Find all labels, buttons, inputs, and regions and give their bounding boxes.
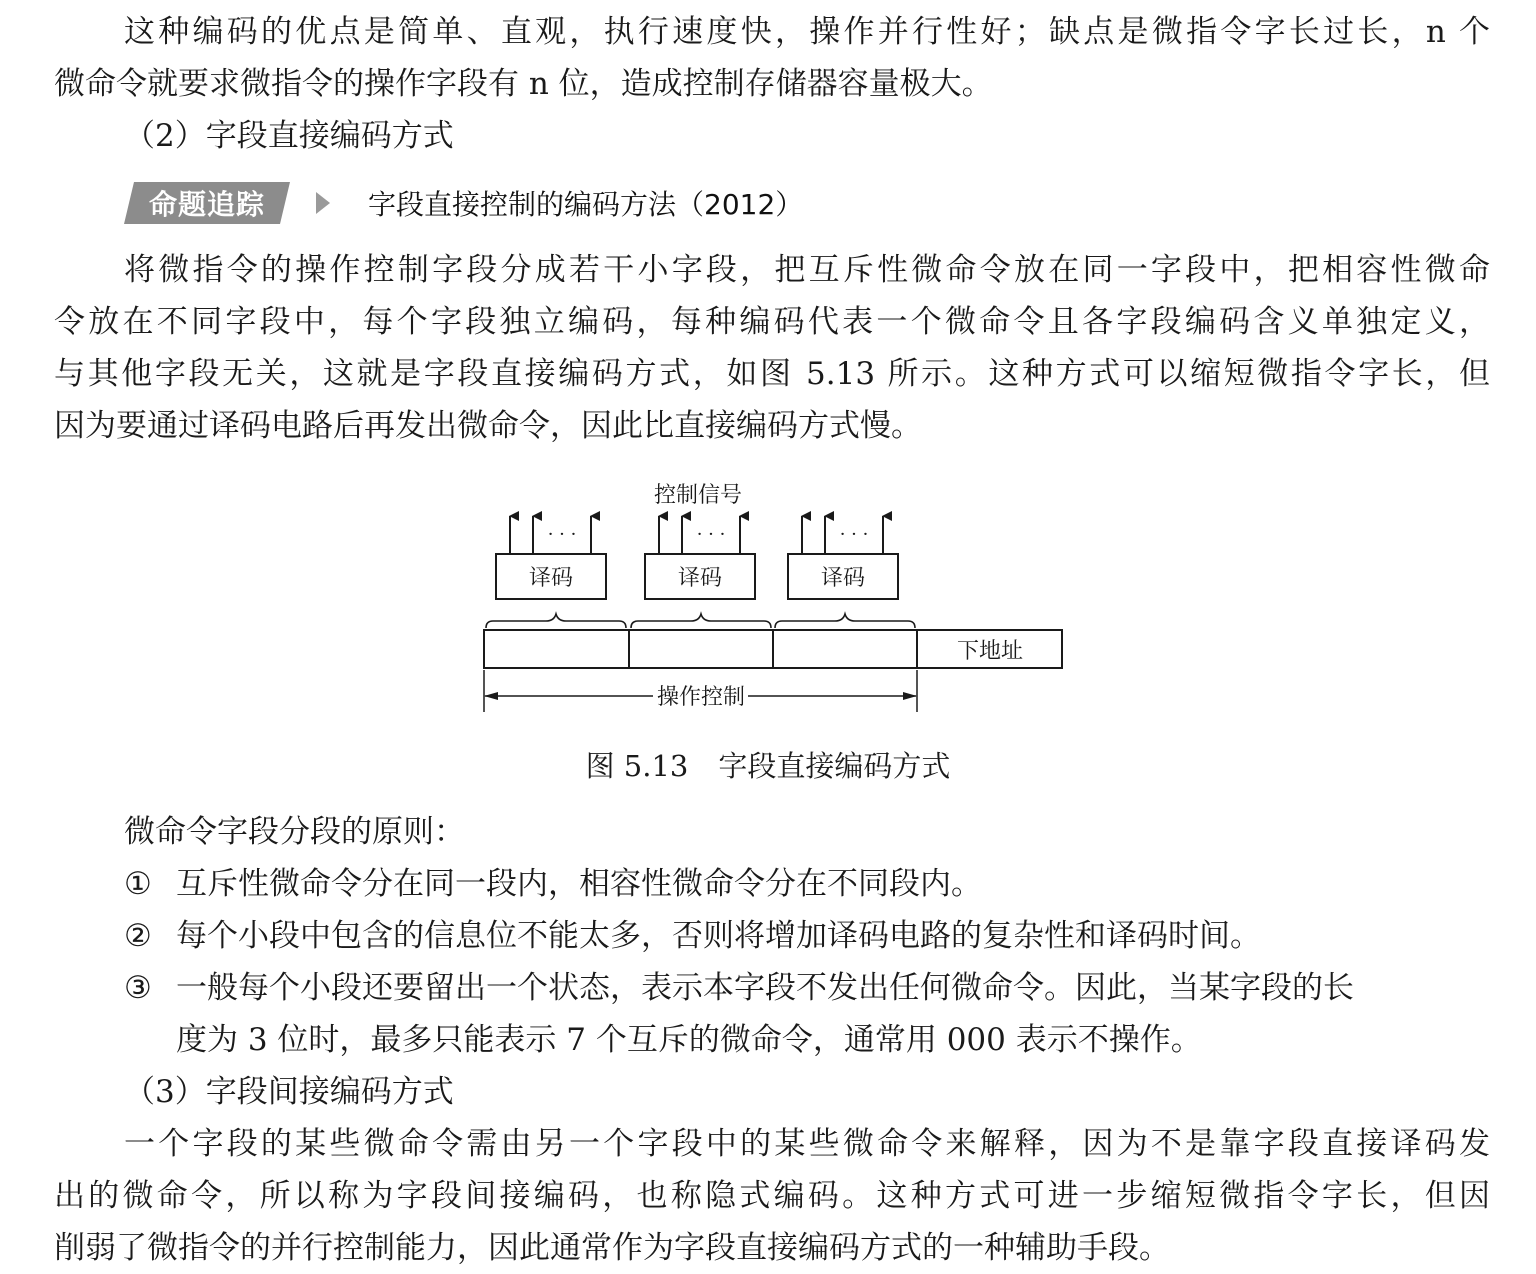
paragraph-1-line-2: 微命令就要求微指令的操作字段有 n 位，造成控制存储器容量极大。 [54, 66, 993, 102]
figure-caption [0, 742, 1536, 790]
field-braces [486, 614, 915, 628]
list-item [124, 962, 1354, 1014]
operation-control-label: 操作控制 [656, 685, 746, 710]
ellipsis-dots: · · · [839, 524, 869, 545]
list-item-number: ③ [124, 970, 152, 1006]
paragraph-3-line-2: 出的微命令，所以称为字段间接编码，也称隐式编码。这种方式可进一步缩短微指令字长，但因 [54, 1178, 1490, 1214]
decoder-group-2 [645, 516, 755, 599]
list-item [124, 910, 1261, 962]
section-heading-3: （3）字段间接编码方式 [124, 1074, 454, 1110]
paragraph-3-line-1: 一个字段的某些微命令需由另一个字段中的某些微命令来解释，因为不是靠字段直接译码发 [124, 1126, 1490, 1162]
paragraph-1-line-1: 这种编码的优点是简单、直观，执行速度快，操作并行性好；缺点是微指令字长过长，n 个 [124, 14, 1490, 50]
field-brace [775, 614, 915, 628]
ellipsis-dots: · · · [696, 524, 726, 545]
list-item-number: ② [124, 918, 152, 954]
ellipsis-dots: · · · [547, 524, 577, 545]
figure-caption-title: 字段直接编码方式 [718, 749, 951, 783]
paragraph-2-line-1: 将微指令的操作控制字段分成若干小字段，把互斥性微命令放在同一字段中，把相容性微命 [124, 252, 1490, 288]
list-item [124, 858, 982, 910]
decoder-label: 译码 [677, 566, 723, 591]
paragraph-2-line-3: 与其他字段无关，这就是字段直接编码方式，如图 5.13 所示。这种方式可以缩短微指令字长，但 [54, 356, 1490, 392]
list-item-continuation: 度为 3 位时，最多只能表示 7 个互斥的微命令，通常用 000 表示不操作。 [176, 1022, 1202, 1058]
field-brace [486, 614, 626, 628]
figure-caption-number: 图 5.13 [585, 749, 689, 783]
field-brace [631, 614, 771, 628]
decoder-label: 译码 [820, 566, 866, 591]
control-signal-label: 控制信号 [653, 483, 743, 508]
decoder-group-1 [496, 516, 606, 599]
list-item-text: 互斥性微命令分在同一段内，相容性微命令分在不同段内。 [176, 866, 982, 902]
topic-tracking-tag-label: 命题追踪 [148, 188, 265, 221]
decoder-label: 译码 [528, 566, 574, 591]
paragraph-2-line-2: 令放在不同字段中，每个字段独立编码，每种编码代表一个微命令且各字段编码含义单独定义， [54, 304, 1490, 340]
decoder-group-3 [788, 516, 898, 599]
principles-intro: 微命令字段分段的原则： [124, 814, 465, 850]
topic-tracking-tag [124, 182, 290, 224]
next-address-label: 下地址 [956, 639, 1024, 664]
paragraph-3-line-3: 削弱了微指令的并行控制能力，因此通常作为字段直接编码方式的一种辅助手段。 [54, 1230, 1170, 1266]
triangle-arrow-icon [316, 192, 330, 214]
topic-tracking-bar [124, 180, 803, 226]
paragraph-2-line-4: 因为要通过译码电路后再发出微命令，因此比直接编码方式慢。 [54, 408, 922, 444]
topic-tracking-text: 字段直接控制的编码方法（2012） [368, 188, 804, 221]
list-item-text: 一般每个小段还要留出一个状态，表示本字段不发出任何微命令。因此，当某字段的长 [176, 970, 1354, 1006]
list-item-text: 每个小段中包含的信息位不能太多，否则将增加译码电路的复杂性和译码时间。 [176, 918, 1261, 954]
field-direct-encoding-diagram [478, 470, 1078, 720]
list-item-number: ① [124, 866, 152, 902]
section-heading-2: （2）字段直接编码方式 [124, 118, 454, 154]
